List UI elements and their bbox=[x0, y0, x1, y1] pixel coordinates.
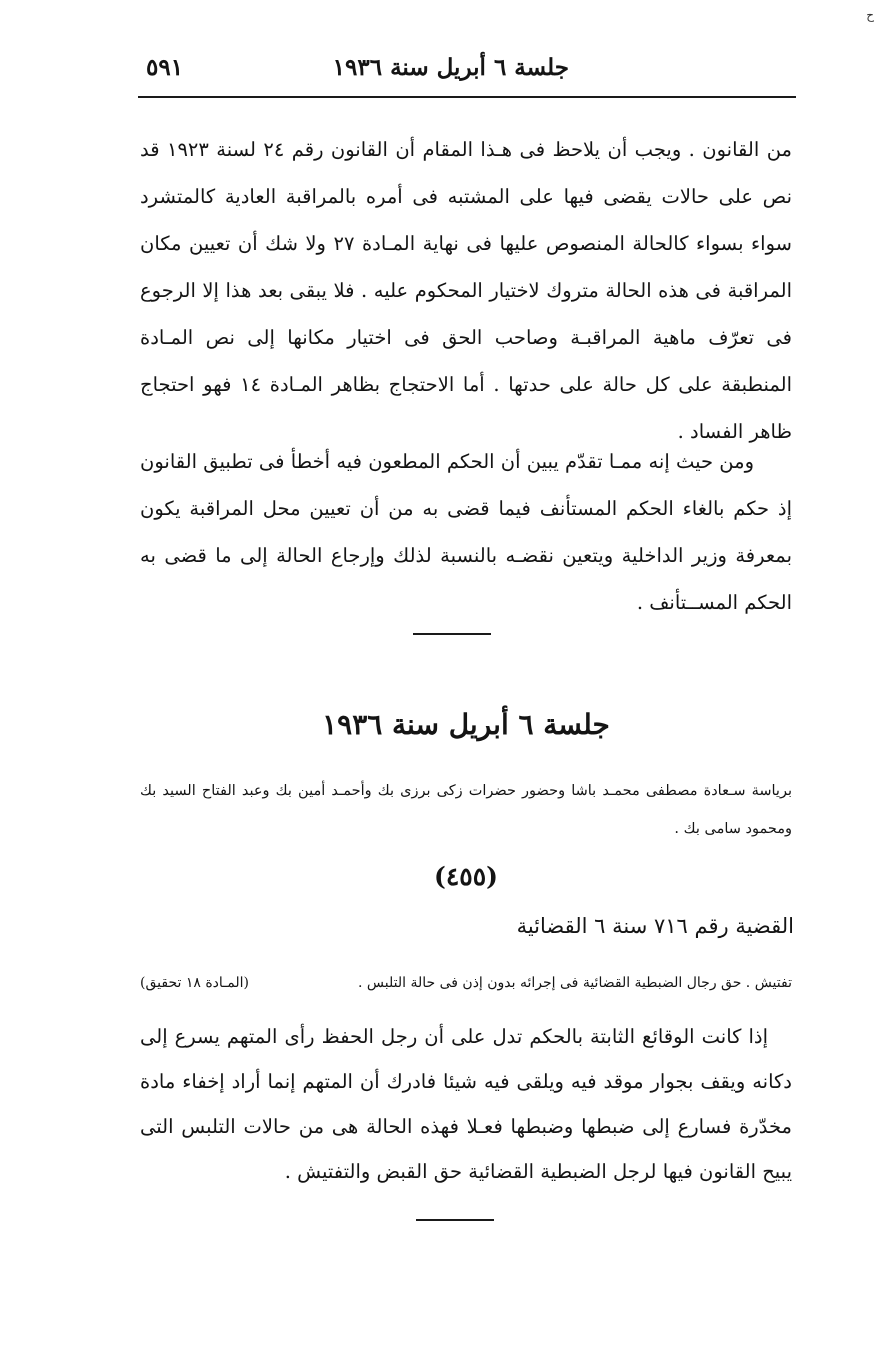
headnote bbox=[140, 968, 792, 998]
page-number: ٥٩١ bbox=[146, 54, 184, 81]
headnote-reference: (المـادة ١٨ تحقيق) bbox=[140, 975, 249, 991]
section-divider bbox=[413, 633, 491, 635]
end-divider bbox=[416, 1219, 494, 1221]
case-title: القضية رقم ٧١٦ سنة ٦ القضائية bbox=[516, 914, 794, 938]
case-body: إذا كانت الوقائع الثابتة بالحكم تدل على أن رجل الحفظ رأى المتهم يسرع إلى دكانه ويقف بجوار موقد فيه ويلقى فيه شيئا فادرك أن المتهم إنما أراد إخفاء مادة مخدّرة فسارع إلى ضبطها وضبطها فعـلا فهذه الحالة هى من حالات التلبس التى يبيح القانون فيها لرجل الضبطية القضائية حق القبض والتفتيش . bbox=[140, 1025, 792, 1183]
presidency-note: برياسة سـعادة مصطفى محمـد باشا وحضور حضرات زكى برزى بك وأحمـد أمين بك وعبد الفتاح السيد بك ومحمود سامى بك . bbox=[140, 783, 792, 837]
case-number: (٤٥٥) bbox=[434, 862, 498, 891]
edge-mark: ح bbox=[866, 8, 874, 22]
headnote-text: تفتيش . حق رجال الضبطية القضائية فى إجرائه بدون إذن فى حالة التلبس . bbox=[358, 975, 792, 991]
page-header bbox=[138, 48, 796, 98]
paragraph-2: ومن حيث إنه ممـا تقدّم يبين أن الحكم المطعون فيه أخطأ فى تطبيق القانون إذ حكم بالغاء الحكم المستأنف فيما قضى به من أن تعيين محل المراقبة يكون بمعرفة وزير الداخلية ويتعين نقضـه بالنسبة لذلك وإرجاع الحالة إلى ما قضى به الحكم المســتأنف . bbox=[140, 450, 792, 614]
running-title: جلسة ٦ أبريل سنة ١٩٣٦ bbox=[332, 54, 569, 81]
session-heading: جلسة ٦ أبريل سنة ١٩٣٦ bbox=[322, 708, 610, 741]
paragraph-1: من القانون . ويجب أن يلاحظ فى هـذا المقام أن القانون رقم ٢٤ لسنة ١٩٢٣ قد نص على حالات يقضى فيها على المشتبه فى أمره بالمراقبة العادية كالمتشرد سواء بسواء كالحالة المنصوص عليها فى نهاية المـادة ٢٧ ولا شك أن تعيين مكان المراقبة فى هذه الحالة متروك لاختيار المحكوم عليه . فلا يبقى بعد هذا إلا الرجوع فى تعرّف ماهية المراقبـة وصاحب الحق فى اختيار مكانها إلى نص المـادة المنطبقة على كل حالة على حدتها . أما الاحتجاج بظاهر المـادة ١٤ فهو احتجاج ظاهر الفساد . bbox=[140, 138, 792, 443]
